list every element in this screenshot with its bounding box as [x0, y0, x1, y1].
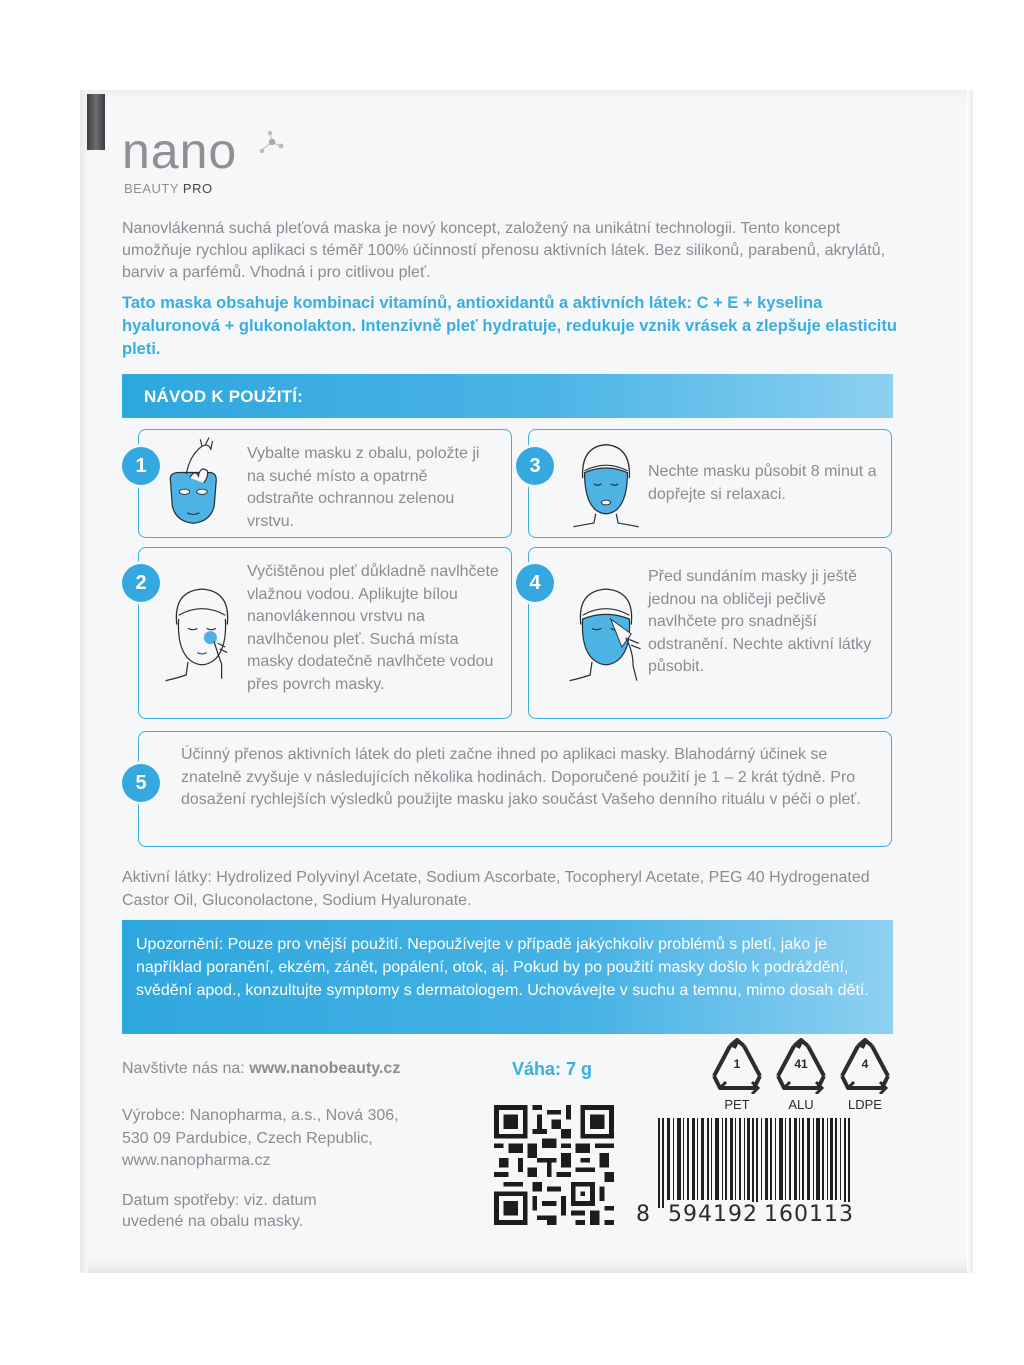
recycle-ldpe	[836, 1038, 894, 1116]
barcode-left-digits: 594192	[668, 1202, 758, 1227]
step-2-number: 2	[122, 564, 160, 602]
logo-sub-light: BEAUTY	[124, 181, 179, 196]
expiry-line: uvedené na obalu masky.	[122, 1213, 304, 1230]
step-3-number: 3	[516, 447, 554, 485]
sachet-seal-left	[80, 90, 88, 1273]
website-line	[122, 1060, 400, 1078]
recycle-code: 4	[861, 1057, 869, 1071]
mask-apply-icon	[160, 580, 244, 686]
barcode-right-digits: 160113	[764, 1202, 854, 1227]
recycle-label: ALU	[788, 1097, 814, 1112]
ingredients-text: Aktivní látky: Hydrolized Polyvinyl Acetate, Sodium Ascorbate, Tocopheryl Acetate, PEG 40 Hydrogenated Castor Oil, Gluconolactone, Sodium Hyaluronate.	[122, 869, 870, 909]
highlight-text: Tato maska obsahuje kombinaci vitamínů, antioxidantů a aktivních látek: C + E + kyselina hyaluronová + glukonolakton. Intenzivně pleť hydratuje, redukuje vznik vrásek a zlepšuje elasticitu pleti.	[122, 294, 897, 358]
mask-remove-icon	[564, 580, 648, 686]
warning-box: Upozornění: Pouze pro vnější použití. Nepoužívejte v případě jakýchkoliv problémů s pletí, jako je například poranění, ekzém, zánět, popálení, otok, aj. Pokud by po použití masky došlo k podráždění, svědění apod., konzultujte symptomy s dermatologem. Uchovávejte v suchu a temnu, mimo dosah dětí.	[122, 920, 893, 1034]
maker-line: 530 09 Pardubice, Czech Republic,	[122, 1129, 373, 1147]
recycle-alu	[772, 1038, 830, 1116]
ean-barcode[interactable]	[634, 1118, 886, 1228]
logo-subtitle	[124, 181, 213, 196]
step-5-text: Účinný přenos aktivních látek do pleti začne ihned po aplikaci masky. Blahodárný účinek se znatelně zvyšuje v následujících několika hodinách. Doporučené použití je 1 – 2 krát týdně. Pro dosažení rychlejších výsledků použijte masku jako součást Vašeho denního rituálu v péči o pleť.	[181, 746, 861, 808]
tear-notch	[87, 94, 105, 150]
step-1-text: Vybalte masku z obalu, položte ji na suché místo a opatrně odstraňte ochrannou zelenou vrstvu.	[247, 445, 480, 530]
logo-word: nano	[122, 123, 238, 179]
recycle-label: LDPE	[848, 1097, 882, 1112]
expiry-info	[122, 1190, 462, 1232]
barcode-first-digit: 8	[636, 1202, 651, 1227]
logo-dots-icon	[256, 130, 286, 160]
qr-code[interactable]	[494, 1105, 614, 1225]
step-3-text: Nechte masku působit 8 minut a dopřejte si relaxaci.	[648, 463, 877, 503]
intro-text: Nanovlákenná suchá pleťová maska je nový koncept, založený na unikátní technologii. Tento koncept umožňuje rychlou aplikaci s téměř 100% účinností přenosu aktivních látek. Bez silikonů, parabenů, akrylátů, barviv a parfémů. Vhodná i pro citlivou pleť.	[122, 220, 886, 281]
net-weight: Váha: 7 g	[512, 1059, 593, 1079]
recycle-label: PET	[724, 1097, 750, 1112]
recycle-code: 41	[794, 1057, 808, 1071]
step-1-number: 1	[122, 447, 160, 485]
maker-line: Výrobce: Nanopharma, a.s., Nová 306,	[122, 1107, 399, 1124]
website-url[interactable]: www.nanobeauty.cz	[249, 1060, 401, 1077]
website-label: Navštivte nás na:	[122, 1060, 245, 1077]
mask-unpack-icon	[160, 433, 230, 533]
brand-logo	[122, 123, 322, 198]
step-4-number: 4	[516, 564, 554, 602]
recycle-code: 1	[733, 1057, 741, 1071]
step-4-text: Před sundáním masky ji ještě jednou na obličeji pečlivě navlhčete pro snadnější odstranění. Nechte aktivní látky působit.	[648, 568, 872, 675]
recycle-pet	[708, 1038, 766, 1116]
maker-website[interactable]: www.nanopharma.cz	[122, 1152, 271, 1169]
step-2-text: Vyčištěnou pleť důkladně navlhčete vlažnou vodou. Aplikujte bílou nanovlákennou vrstvu na navlhčenou pleť. Suchá místa masky dodatečně navlhčete vodou přes povrch masky.	[247, 563, 499, 693]
sachet-seal-right	[967, 90, 973, 1273]
step-5-number: 5	[122, 764, 160, 802]
howto-header: NÁVOD K POUŽITÍ:	[122, 374, 893, 418]
mask-relax-icon	[564, 432, 648, 532]
logo-sub-dark: PRO	[182, 181, 213, 196]
expiry-line: Datum spotřeby: viz. datum	[122, 1192, 317, 1209]
manufacturer-info	[122, 1105, 462, 1173]
barcode-bars	[634, 1118, 886, 1208]
